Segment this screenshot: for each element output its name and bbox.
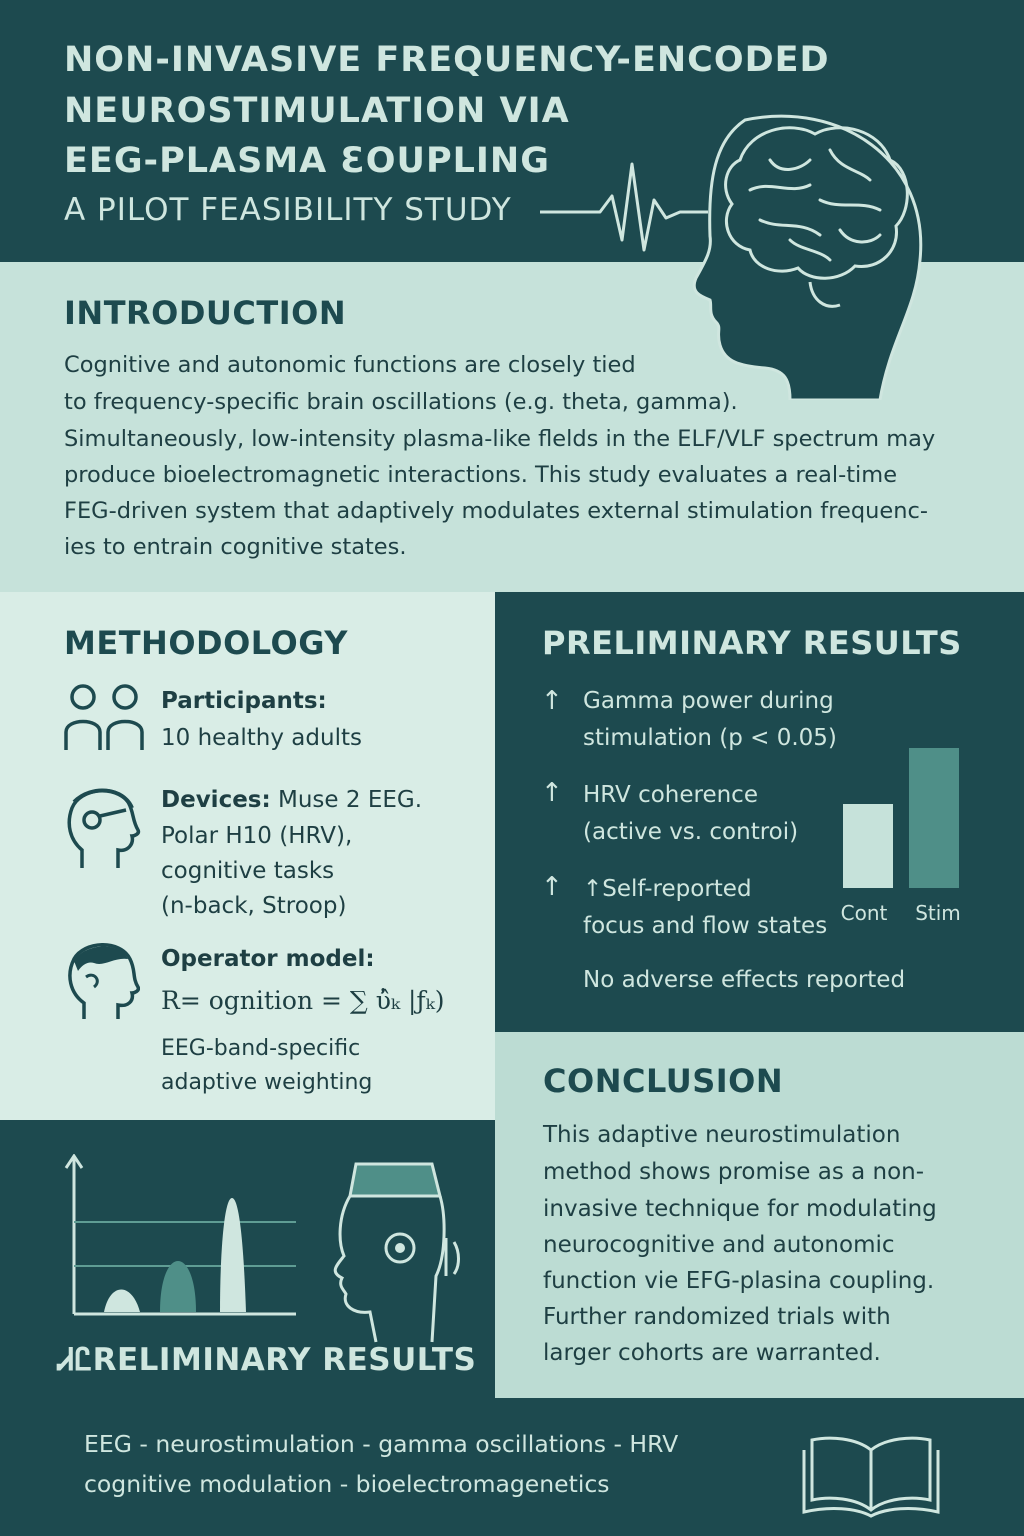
participants-label: Participants: [161, 688, 327, 714]
conclusion-line-5: function vie EFG-plasina coupling. [543, 1268, 935, 1294]
spectrum-plot-icon [60, 1154, 300, 1324]
keywords-line-1: EEG - neurostimulation - gamma oscillations - HRV [84, 1430, 679, 1458]
bar-chart [835, 742, 975, 942]
subtitle: A PILOT FEASIBILITY STUDY [64, 192, 512, 228]
result-1-line-1: Gamma power during [583, 688, 834, 714]
title-line-2: NEUROSTIMULATION VIA [64, 91, 570, 131]
up-arrow-icon: ↑ [541, 872, 563, 902]
results-section [495, 592, 1024, 1032]
up-arrow-icon: ↑ [541, 686, 563, 716]
intro-line-5: FEG-driven system that adaptively modulates external stimulation frequenc- [64, 498, 928, 524]
participants-value: 10 healthy adults [161, 725, 362, 751]
intro-line-4: produce bioelectromagnetic interactions. This study evaluates a real-time [64, 462, 898, 488]
adverse-effects-note: No adverse effects reported [583, 967, 906, 993]
bar-cont [843, 804, 893, 888]
methodology-heading: METHODOLOGY [64, 624, 348, 662]
figure-caption: ᏗᏝRELIMINARY RESULTS [58, 1342, 477, 1378]
result-2-line-1: HRV coherence [583, 782, 758, 808]
conclusion-section [495, 1032, 1024, 1398]
devices-line-4: (n-back, Stroop) [161, 893, 347, 919]
devices-line-3: cognitive tasks [161, 858, 335, 884]
result-3-line-1: ↑Self-reported [583, 876, 752, 902]
operator-line-1: EEG-band-specific [161, 1036, 361, 1061]
conclusion-line-7: larger cohorts are warranted. [543, 1340, 881, 1366]
keywords-line-2: cognitive modulation - bioelectromagenetics [84, 1470, 610, 1498]
operator-formula: R= ognition = ∑ ὐ̂ₖ |ƒₖ) [161, 986, 445, 1015]
conclusion-heading: CONCLUSION [543, 1062, 784, 1100]
devices-line-1: Devices: Muse 2 EEG. [161, 787, 423, 813]
conclusion-line-1: This adaptive neurostimulation [543, 1122, 901, 1148]
conclusion-line-4: neurocognitive and autonomic [543, 1232, 895, 1258]
open-book-icon [800, 1428, 942, 1518]
devices-line-2: Polar H10 (HRV), [161, 823, 353, 849]
intro-line-1: Cognitive and autonomic functions are closely tied [64, 352, 636, 378]
intro-line-6: ies to entrain cognitive states. [64, 534, 407, 560]
devices-value-1: Muse 2 EEG. [278, 787, 423, 813]
operator-line-2: adaptive weighting [161, 1070, 373, 1095]
eeg-headset-icon [62, 780, 142, 870]
conclusion-line-6: Further randomized trials with [543, 1304, 891, 1330]
tick-label-cont: Cont [840, 901, 888, 925]
footer-keywords [0, 1398, 1024, 1536]
operator-label: Operator model: [161, 946, 375, 972]
result-3-line-2: focus and flow states [583, 913, 828, 939]
result-1-line-2: stimulation (p < 0.05) [583, 725, 837, 751]
conclusion-line-3: invasive technique for modulating [543, 1196, 937, 1222]
participants-icon [62, 682, 148, 752]
title-line-1: NON-INVASIVE FREQUENCY-ENCODED [64, 40, 830, 80]
methodology-section [0, 592, 495, 1120]
result-2-line-2: (active vs. controi) [583, 819, 799, 845]
bar-stim [909, 748, 959, 888]
introduction-heading: INTRODUCTION [64, 294, 347, 332]
head-model-icon [64, 937, 140, 1021]
intro-line-3: Simultaneously, low-intensity plasma-like flelds in the ELF/VLF spectrum may [64, 426, 936, 452]
stimulation-cap-head-icon [320, 1156, 470, 1346]
up-arrow-icon: ↑ [541, 778, 563, 808]
results-heading: PRELIMINARY RESULTS [542, 624, 962, 662]
tick-label-stim: Stim [915, 901, 961, 925]
title-line-3: EEG-PLASMA ƐOUPLING [64, 141, 550, 181]
intro-line-2: to frequency-specific brain oscillations (e.g. theta, gamma). [64, 389, 738, 415]
figure-panel [0, 1120, 495, 1398]
conclusion-line-2: method shows promise as a non- [543, 1159, 925, 1185]
brain-head-icon [540, 100, 940, 400]
